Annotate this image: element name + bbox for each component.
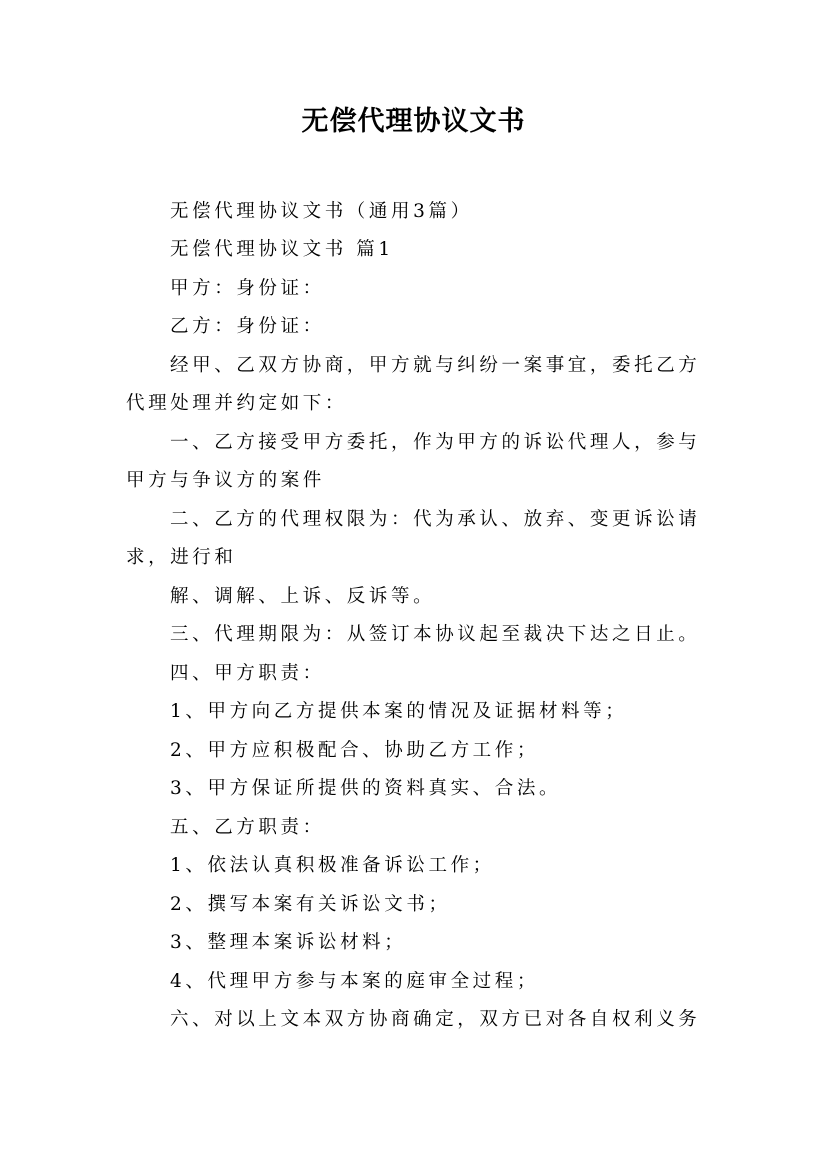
clause-2-line: 求，进行和 [126, 547, 237, 568]
paragraph-line: 代理处理并约定如下： [126, 393, 348, 414]
party-a-line: 甲方：身份证： [170, 278, 325, 299]
clause-1-line: 一、乙方接受甲方委托，作为甲方的诉讼代理人，参与 [170, 432, 701, 453]
document-title: 无偿代理协议文书 [301, 106, 526, 137]
party-b-line: 乙方：身份证： [170, 316, 325, 337]
clause-6-line: 六、对以上文本双方协商确定，双方已对各自权利义务 [170, 1009, 701, 1030]
clause-5-heading: 五、乙方职责： [170, 817, 325, 838]
list-item: 3、甲方保证所提供的资料真实、合法。 [170, 778, 562, 799]
section-heading: 无偿代理协议文书 篇1 [170, 239, 394, 260]
clause-2-line: 二、乙方的代理权限为：代为承认、放弃、变更诉讼请 [170, 509, 701, 530]
list-item: 1、依法认真积极准备诉讼工作； [170, 855, 495, 876]
clause-3-line: 三、代理期限为：从签订本协议起至裁决下达之日止。 [170, 624, 701, 645]
list-item: 3、整理本案诉讼材料； [170, 932, 407, 953]
list-item: 4、代理甲方参与本案的庭审全过程； [170, 971, 539, 992]
clause-1-line: 甲方与争议方的案件 [126, 470, 325, 491]
document-subtitle: 无偿代理协议文书（通用3篇） [170, 201, 473, 222]
clause-2-line: 解、调解、上诉、反诉等。 [170, 586, 436, 607]
list-item: 2、撰写本案有关诉讼文书； [170, 894, 451, 915]
list-item: 2、甲方应积极配合、协助乙方工作； [170, 740, 539, 761]
list-item: 1、甲方向乙方提供本案的情况及证据材料等； [170, 701, 628, 722]
clause-4-heading: 四、甲方职责： [170, 663, 325, 684]
paragraph-line: 经甲、乙双方协商，甲方就与纠纷一案事宜，委托乙方 [170, 355, 701, 376]
